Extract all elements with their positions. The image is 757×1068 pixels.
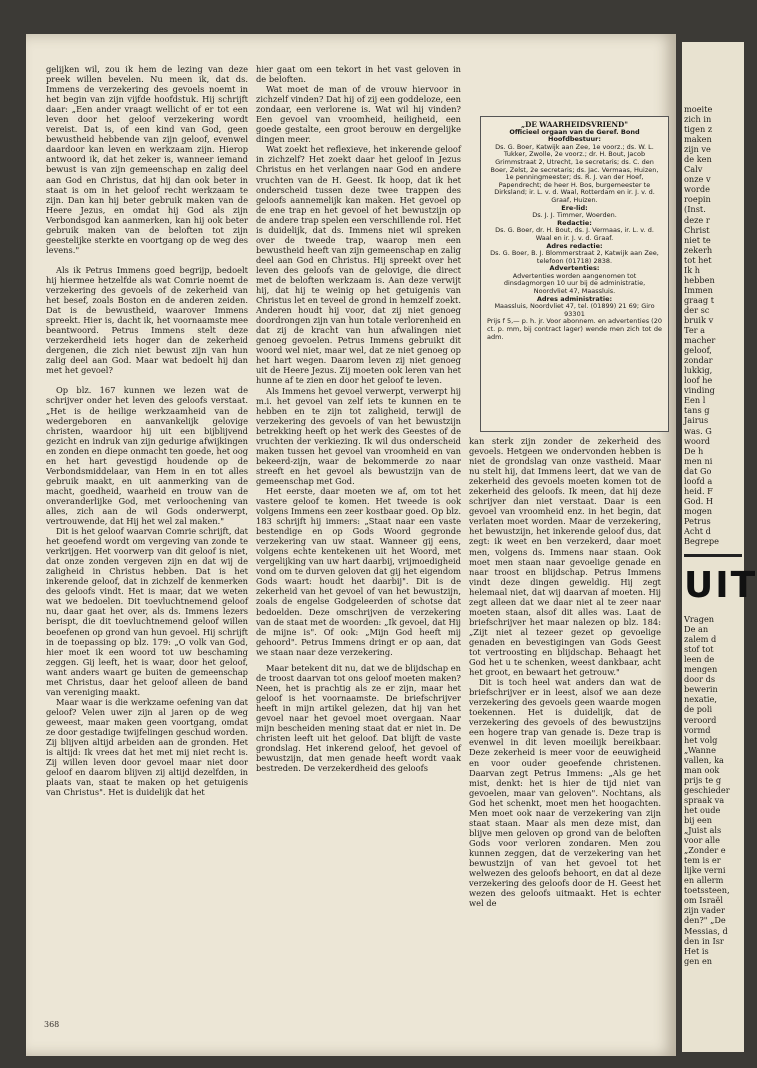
text-line: prijs te g (684, 774, 722, 785)
text-line: De an (684, 624, 709, 635)
text-line: macher (684, 335, 716, 346)
text-line: zich in (684, 114, 712, 125)
paragraph: gelijken wil, zou ik hem de lezing van deze preek willen bevelen. Nu meen ik, dat ds. Immens de verzekering des gevoels noemt in het begin van zijn vijfde hoofdstuk. Hij schrijft daar: „Een ander vraagt wellicht of er tot een leven door het geloof verzekering wordt vereist. Dat is, of een kind van God, geen bewustheid hebbende van zijn geloof, evenwel daardoor kan leven en werkzaam zijn. Hierop antwoord ik, dat het zeker is, wanneer iemand bewust is van zijn gemeenschap en zalig deel aan God en Christus, dat hij dan ook beter in staat is om in het geloof recht werkzaam te zijn. Dan kan hij beter gebruik maken van de Heere Jezus, en omdat hij God als zijn Verbondsgod kan aanmerken, kan hij ook beter gebruik maken van de beloften tot zijn geestelijke sterkte en voortgang op de weg des levens." (46, 64, 248, 255)
text-line: vallen, ka (684, 754, 724, 765)
text-line: dat Go (684, 465, 712, 476)
text-line: tigen z (684, 124, 713, 135)
section-heading: UIT (684, 565, 757, 607)
masthead-subtitle: Officieel orgaan van de Geref. Bond (509, 127, 640, 136)
text-line: leen de (684, 654, 715, 665)
text-line: Begrepe (684, 536, 719, 547)
text-line: zijn vader (684, 905, 725, 916)
text-line: moeite (684, 104, 713, 114)
text-line: (Inst. (684, 204, 706, 215)
text-line: den in Isr (684, 935, 724, 946)
text-line: bruik v (684, 314, 714, 325)
text-line: geschieder (684, 784, 730, 795)
text-line: Een l (684, 395, 706, 406)
text-line: tem is er (684, 855, 721, 866)
text-line: Immen (684, 284, 713, 295)
text-line: lijke verni (684, 865, 726, 876)
text-line: nexatie, (684, 694, 717, 705)
text-line: tans g (684, 405, 710, 416)
text-line: bij een (684, 815, 712, 825)
text-line: mogen (684, 505, 713, 516)
text-line: maken (684, 134, 712, 145)
text-line: „Wanne (684, 744, 716, 755)
text-line: Vragen (684, 614, 715, 625)
section-rule (684, 554, 742, 557)
text-line: Ik h (684, 264, 701, 275)
paragraph: Als ik Petrus Immens goed begrijp, bedoelt hij hiermee hetzelfde als wat Comrie noemt de verzekering des gevoels of de zekerheid van het besef, zoals Boston en de anderen zeiden. Dat is de bewustheid, waarover Immens spreekt. Hier is, dacht ik, het voornaamste mee beantwoord. Petrus Immens stelt deze verzekerdheid iets hoger dan de zekerheid dergenen, die zich niet bewust zijn van hun zalig deel aan God. Maar wat bedoelt hij dan met het gevoel? (46, 264, 248, 376)
paragraph: Op blz. 167 kunnen we lezen wat de schrijver onder het leven des geloofs verstaat. „Het is de heilige werkzaamheid van de wedergeboren en aanvankelijk gelovige christen, waardoor hij uit een bijblijvend gezicht en indruk van zijn gedurige afwijkingen en zonden en diepe onmacht ten goede, het oog en het hart gevestigd houdende op de Verbondsmiddelaar, van Hem in en tot alles gebruik maakt, en uit aanmerking van de macht, goedheid, waarheid en trouw van de onveranderlijke God, met verloochening van alles, zich aan de wil Gods onderwerpt, vertrouwende, dat Hij het wel zal maken." (46, 385, 249, 527)
text-line: onze v (684, 174, 711, 185)
text-line: voor alle (684, 835, 720, 846)
editors-text: Ds. G. Boer, dr. H. Bout, ds. J. Vermaas, ir. L. v. d. Waal en ir. J. v. d. Graaf. (495, 226, 654, 242)
text-line: was. G (684, 425, 712, 436)
text-line: Het is (684, 945, 709, 956)
text-line: loof he (684, 375, 713, 386)
text-line: hebben (684, 274, 715, 285)
paragraph: Dit is het geloof waarvan Comrie schrijft, dat het geoefend wordt om vergeving van zonde te verkrijgen. Het voorwerp van dit geloof is niet, dat onze zonden vergeven zijn en dat wij de zaligheid in Christus hebben. Dat is het inkerende geloof, dat in zichzelf de kenmerken des geloofs vindt. Het is maar, dat we weten wat we bedoelen. Dit toevluchtnemend geloof nu, daar gaat het over, als ds. Immens lezers berispt, die dit toevluchtnemend geloof willen beoefenen op grond van hun gevoel. Hij schrijft in de toepassing op blz. 179: „O volk van God, hier moet ik een woord tot uw beschaming zeggen. Gij leeft, het is waar, door het geloof, want anders waart ge buiten de gemeenschap met Christus, daar het geloof alleen de band van vereniging maakt. (46, 526, 248, 697)
text-line: geloof, (684, 345, 712, 356)
paragraph: hier gaat om een tekort in het vast geloven in de beloften. (256, 64, 461, 85)
text-line: lukkig, (684, 365, 713, 376)
ads-label: Advertenties: (549, 264, 600, 273)
paragraph: Het eerste, daar moeten we af, om tot het vastere geloof te komen. Het tweede is ook volgens Immens een zeer kostbaar goed. Op blz. 183 schrijft hij immers: „Staat naar een vaste bestendige en op Gods Woord gegronde verzekering van uw staat. Wanneer gij eens, volgens echte kentekenen uit het Woord, met vergelijking van uw hart daarbij, vrijmoedigheid vond om te durven geloven dat gij het eigendom Gods waart: houdt het daarbij". Dit is de zekerheid van het gevoel of van het bewustzijn, zoals de engelse Godgeleerden of schotse dat bedoelden. Deze omschrijven de verzekering van de staat met de woorden: „Ik gevoel, dat Hij de mijne is". Of ook: „Mijn God heeft mij gehoord". Petrus Immens dringt er op aan, dat we staan naar deze verzekering. (256, 485, 461, 657)
text-line: Christ (684, 224, 710, 235)
editorial-address-text: Ds. G. Boer, B. J. Blommerstraat 2, Katwijk aan Zee, telefoon (01718) 2838. (490, 249, 659, 265)
text-line: worde (684, 184, 710, 195)
text-line: deze r (684, 214, 710, 225)
right-page-text-top (682, 104, 744, 546)
text-line: Calv (684, 164, 703, 175)
text-line: mengen (684, 664, 718, 675)
text-line: gen en (684, 955, 713, 966)
text-line: de poli (684, 704, 713, 715)
text-line: tot het (684, 254, 712, 265)
text-line: toetssteen, (684, 885, 730, 896)
text-line: zijn ve (684, 144, 711, 155)
text-line: bewerin (684, 684, 718, 695)
text-line: de ken (684, 154, 712, 165)
page-number: 368 (44, 1020, 60, 1029)
text-line: Acht d (684, 525, 711, 536)
column-1 (46, 64, 248, 797)
board-text: Ds. G. Boer, Katwijk aan Zee, 1e voorz.; ds. W. L. Tukker, Zwolle, 2e voorz.; dr. H. Bout, Jacob Grimmstraat 2, Utrecht, 1e secretaris; ds. C. den Boer, Zelst, 2e secretaris; ds. Jac. Vermaas, Huizen, 1e penningmeester; ds. R. J. van der Hoef, Papendrecht; de heer H. Bos, burgemeester te Dirksland; ir. L. v. d. Waal, Rotterdam en ir. J. v. d. Graaf, Huizen. (490, 142, 659, 204)
text-line: der sc (684, 304, 710, 315)
text-line: en allerm (684, 875, 724, 886)
paragraph: Dit is toch heel wat anders dan wat de briefschrijver er in leest, alsof we aan deze verzekering des gevoels geen waarde mogen toekennen. Het is duidelijk, dat de verzekering des gevoels of des bewustzijns een hogere trap van genade is. Deze trap is evenwel in dit leven moeilijk bereikbaar. Deze zekerheid is meer voor de eeuwigheid en voor ouder geoefende christenen. Daarvan zegt Petrus Immens: „Als ge het mist, denkt: het is hier de tijd niet van gevoelen, maar van geloven". Nochtans, als God het schenkt, moet men het hoogachten. Men moet ook naar de verzekering van zijn staat staan. Maar als men deze mist, dan blijve men geloven op grond van de beloften Gods voor verloren zondaren. Men zou kunnen zeggen, dat de verzekering van het bewustzijn of van het gevoel tot het welwezen des geloofs behoort, en dat al deze verzekering des geloofs door de H. Geest het wezen des geloofs uitmaakt. Het is echter wel de (469, 677, 661, 909)
honorary-text: Ds. J. J. Timmer, Woerden. (532, 211, 617, 220)
paragraph: Maar waar is die werkzame oefening van dat geloof? Velen uwer zijn al jaren op de weg geweest, maar maken geen voortgang, omdat ze door gestadige twijfelingen geschud worden. Zij blijven altijd arbeiden aan de gronden. Het is altijd: Ik vrees dat het met mij niet recht is. Zij willen leven door gevoel maar niet door geloof en daarom blijven zij altijd dezelfden, in plaats van, staat te maken op het getuigenis van Christus". Het is duidelijk dat het (46, 696, 248, 798)
board-label: Hoofdbestuur: (548, 135, 601, 144)
text-line: Ter a (684, 325, 706, 336)
editors-label: Redactie: (557, 218, 592, 227)
text-line: het oude (684, 804, 721, 815)
paragraph: Als Immens het gevoel verwerpt, verwerpt hij m.i. het gevoel van zelf iets te kunnen en te hebben en te zijn tot zaligheid, terwijl de verzekering des gevoels of van het bewustzijn betrekking heeft op het werk des Geestes of de vruchten der verkiezing. Ik wil dus onderscheid maken tussen het gevoel van vroomheid en van bekeerd-zijn, waar de bekommerde zo naar streeft en het gevoel als bewustzijn van de gemeenschap met God. (256, 385, 461, 486)
price-text: Prijs f 5,— p. h. jr. Voor abonnem. en advertenties (20 ct. p. mm, bij contract lager) wende men zich tot de adm. (487, 317, 662, 341)
text-line: loofd a (684, 475, 713, 486)
right-page-edge (682, 42, 757, 1052)
masthead-title: „DE WAARHEIDSVRIEND" (520, 120, 629, 129)
editorial-address-label: Adres redactie: (546, 241, 603, 250)
text-line: men ni (684, 455, 713, 466)
text-line: heid. F (684, 485, 713, 496)
text-line: roepin (684, 194, 711, 205)
text-line: zalem d (684, 634, 717, 645)
paragraph: Wat zoekt het reflexieve, het inkerende geloof in zichzelf? Het zoekt daar het geloof in Jezus Christus en het verlangen naar God en andere vruchten van de H. Geest. Ik hoop, dat ik het onderscheid tussen deze twee trappen des geloofs aannemelijk kan maken. Het gevoel op de ene trap en het gevoel of het bewustzijn op de andere trap spelen een verschillende rol. Het is duidelijk, dat ds. Immens niet wil spreken over de tweede trap, waarop men een bewustheid heeft van zijn gemeenschap en zalig deel aan God en Christus. Hij spreekt over het leven des geloofs van de gelovige, die direct met de beloften werkzaam is. Aan deze verwijt hij, dat hij te weinig op het getuigenis van Christus let en teveel de grond in hemzelf zoekt. Anderen houdt hij voor, dat zij niet genoeg doordrongen zijn van hun totale verlorenheid en dat zij de kracht van hun afwalingen niet genoeg gevoelen. Petrus Immens gebruikt dit woord wel niet, maar wel, dat ze niet genoeg op het hart wegen. Daarom leven zij niet genoeg uit de Heere Jezus. Zij moeten ook leren van het hunne af te zien en door het geloof te leven. (256, 144, 461, 386)
text-line: door ds (684, 674, 716, 685)
paragraph: kan sterk zijn zonder de zekerheid des gevoels. Hetgeen we ondervonden hebben is niet de grondslag van onze vastheid. Maar nu stelt hij, dat Immens leert, dat we van de zekerheid des gevoels moeten komen tot de zekerheid des geloofs. Ik meen, dat hij deze schrijver dan niet verstaat. Daar is een gevoel van vroomheid enz. in het begin, dat verlaten moet worden. Maar de verzekering, het bewustzijn, het inkerende geloof dus, dat zegt: ik weet en ben verzekerd, daar moet men, volgens ds. Immens naar staan. Ook moet men staan naar gevoelige genade en naar troost en blijdschap. Petrus Immens vindt deze dingen geweldig. Hij zegt helemaal niet, dat wij daarvan af moeten. Hij zegt alleen dat we daar niet al te zeer naar moeten staan, alsof dit alles was. Laat de briefschrijver het maar nalezen op blz. 184: „Zijt niet al tezeer gezet op gevoelige genaden en bevestigingen van Gods Geest tot vertroosting en blijdschap. Behaagt het God het u te schenken, weest dankbaar, acht het groot, en bewaart het getrouw." (469, 436, 661, 678)
text-line: man ook (684, 764, 720, 775)
masthead-box (480, 116, 669, 432)
column-3 (469, 436, 661, 908)
text-line: „Juist als (684, 825, 722, 836)
admin-label: Adres administratie: (536, 294, 613, 303)
text-line: vinding (684, 385, 715, 396)
text-line: Petrus (684, 515, 711, 526)
text-line: Jairus (684, 415, 709, 426)
right-page-text-bottom (682, 614, 744, 966)
text-line: Messias, d (684, 925, 728, 936)
text-line: het volg (684, 734, 718, 745)
text-line: veroord (684, 714, 717, 725)
text-line: graag t (684, 294, 715, 305)
ads-text: Advertenties worden aangenomen tot dinsdagmorgen 10 uur bij de administratie, Noordvliet 47, Maassluis. (503, 271, 646, 296)
text-line: God. H (684, 495, 714, 506)
text-line: spraak va (684, 794, 725, 805)
text-line: stof tot (684, 644, 714, 655)
honorary-label: Ere-lid: (561, 203, 588, 212)
column-2 (256, 64, 461, 773)
paragraph: Maar betekent dit nu, dat we de blijdschap en de troost daarvan tot ons geloof moeten maken? Neen, het is prachtig als ze er zijn, maar het geloof is het voornaamste. De briefschrijver heeft in mijn artikel gelezen, dat hij van het gevoel naar het gevoel moet overgaan. Naar mijn bescheiden mening staat dat er niet in. De christen leeft uit het geloof. Dat blijft de vaste grondslag. Het inkerend geloof, het gevoel of bewustzijn, dat men genade heeft wordt vaak bestreden. De verzekerdheid des geloofs (256, 662, 461, 774)
text-line: vormd (684, 724, 711, 735)
text-line: woord (684, 435, 711, 446)
text-line: De h (684, 445, 704, 456)
text-line: niet te (684, 234, 711, 245)
text-line: zekerh (684, 244, 713, 255)
text-line: om Israël (684, 895, 723, 906)
text-line: zondar (684, 355, 713, 366)
paragraph: Wat moet de man of de vrouw hiervoor in zichzelf vinden? Dat hij of zij een goddeloze, een zondaar, een verlorene is. Wat wil hij vinden? Een gevoel van vroomheid, heiligheid, een goede gestalte, een groot berouw en dergelijke dingen meer. (256, 84, 461, 145)
text-line: den?" „De (684, 915, 726, 926)
admin-text: Maassluis, Noordvliet 47, tel. (01899) 21 69; Giro 93301 (494, 302, 655, 318)
text-line: „Zonder e (684, 845, 726, 856)
